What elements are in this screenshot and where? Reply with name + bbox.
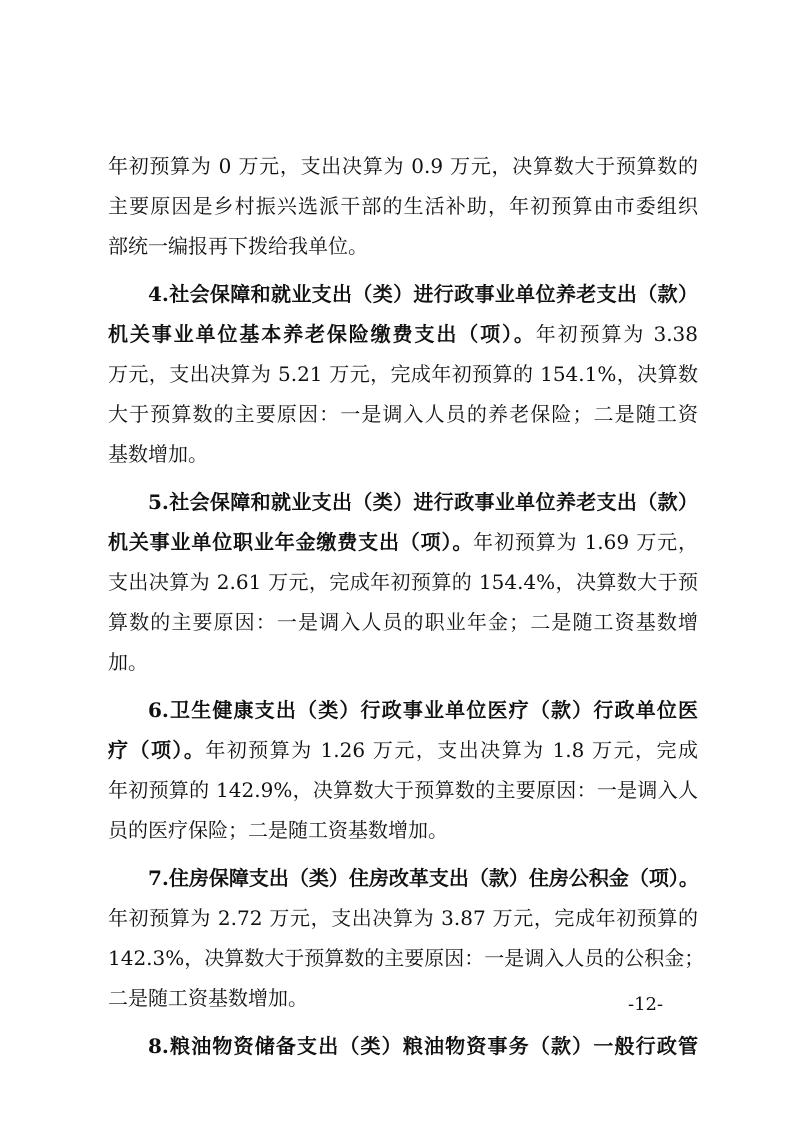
text-line: 142.3%，决算数大于预算数的主要原因：一是调入人员的公积金； bbox=[108, 946, 705, 970]
item-8-heading: 8.粮油物资储备支出（类）粮油物资事务（款）一般行政管 bbox=[148, 1034, 698, 1058]
item-4-heading: 4.社会保障和就业支出（类）进行政事业单位养老支出（款） bbox=[148, 282, 698, 306]
text-line: 年初预算为 2.72 万元，支出决算为 3.87 万元，完成年初预算的 bbox=[108, 906, 698, 930]
item-5-heading: 5.社会保障和就业支出（类）进行政事业单位养老支出（款） bbox=[148, 490, 698, 514]
text-line bbox=[108, 522, 698, 562]
item-4-heading-end: 机关事业单位基本养老保险缴费支出（项）。 bbox=[108, 322, 536, 346]
text-run: 年初预算为 3.38 bbox=[535, 322, 699, 346]
item-7-heading: 7.住房保障支出（类）住房改革支出（款）住房公积金（项）。 bbox=[148, 866, 699, 890]
text-line: 主要原因是乡村振兴选派干部的生活补助，年初预算由市委组织 bbox=[108, 194, 698, 218]
text-line: 大于预算数的主要原因：一是调入人员的养老保险；二是随工资 bbox=[108, 402, 698, 426]
text-line: 二是随工资基数增加。 bbox=[108, 986, 308, 1010]
text-line: 部统一编报再下拨给我单位。 bbox=[108, 234, 368, 258]
text-line bbox=[108, 730, 698, 770]
text-line: 基数增加。 bbox=[108, 442, 208, 466]
text-run: 年初预算为 1.26 万元，支出决算为 1.8 万元，完成 bbox=[205, 738, 698, 762]
text-line: 万元，支出决算为 5.21 万元，完成年初预算的 154.1%，决算数 bbox=[108, 362, 698, 386]
text-line: 算数的主要原因：一是调入人员的职业年金；二是随工资基数增 bbox=[108, 610, 698, 634]
text-line: 加。 bbox=[108, 650, 148, 674]
text-line: 年初预算为 0 万元，支出决算为 0.9 万元，决算数大于预算数的 bbox=[108, 154, 698, 178]
page-number: -12- bbox=[628, 994, 664, 1015]
text-line: 支出决算为 2.61 万元，完成年初预算的 154.4%，决算数大于预 bbox=[108, 570, 698, 594]
item-6-heading-end: 疗（项）。 bbox=[108, 738, 206, 762]
text-line bbox=[108, 314, 698, 354]
item-5-heading-end: 机关事业单位职业年金缴费支出（项）。 bbox=[108, 530, 474, 554]
text-line: 员的医疗保险；二是随工资基数增加。 bbox=[108, 818, 448, 842]
item-6-heading: 6.卫生健康支出（类）行政事业单位医疗（款）行政单位医 bbox=[148, 698, 698, 722]
text-line: 年初预算的 142.9%，决算数大于预算数的主要原因：一是调入人 bbox=[108, 778, 698, 802]
text-run: 年初预算为 1.69 万元， bbox=[473, 530, 699, 554]
body-text bbox=[108, 146, 705, 1066]
